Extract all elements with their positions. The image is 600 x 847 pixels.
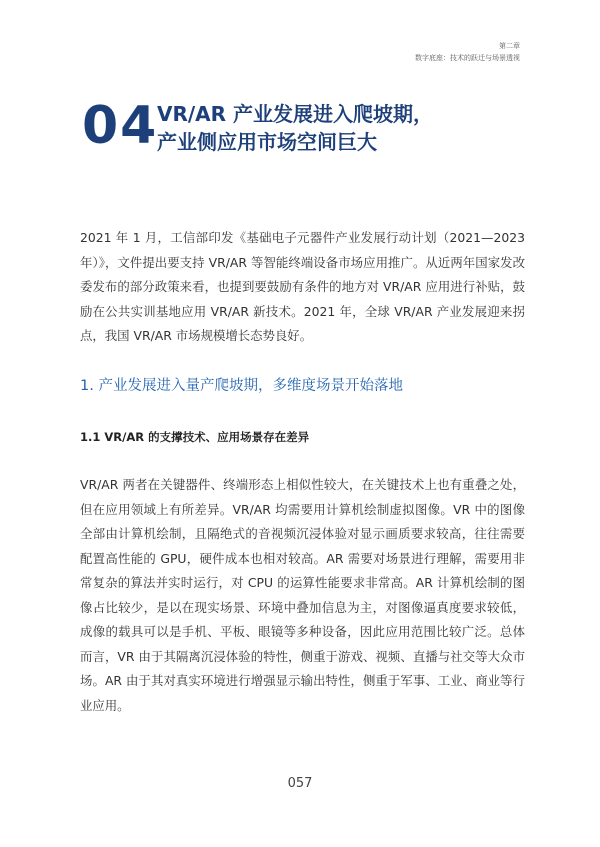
header-subtitle: 数字底座：技术的跃迁与场景透视 xyxy=(415,54,520,62)
header-chapter: 第二章 xyxy=(499,42,520,50)
intro-paragraph: 2021 年 1 月，工信部印发《基础电子元器件产业发展行动计划（2021—2023 年）》，文件提出要支持 VR/AR 等智能终端设备市场应用推广。从近两年国家发改委发布的部分政策来看，也提到要鼓励有条件的地方对 VR/AR 应用进行补贴，鼓励在公共实训基地应用 VR/AR 新技术。2021 年，全球 VR/AR 产业发展迎来拐点，我国 VR/AR 市场规模增长态势良好。 xyxy=(80,230,525,343)
chapter-number: 04 xyxy=(82,96,159,156)
running-header xyxy=(415,40,520,64)
chapter-title-line-1: VR/AR 产业发展进入爬坡期， xyxy=(157,102,434,126)
section-heading: 1. 产业发展进入量产爬坡期，多维度场景开始落地 xyxy=(80,378,403,394)
chapter-title xyxy=(157,100,433,156)
subsection-heading: 1.1 VR/AR 的支撑技术、应用场景存在差异 xyxy=(80,430,310,444)
chapter-title-line-2: 产业侧应用市场空间巨大 xyxy=(157,130,377,154)
page-number: 057 xyxy=(287,776,313,791)
body-paragraph: VR/AR 两者在关键器件、终端形态上相似性较大，在关键技术上也有重叠之处，但在应用领域上有所差异。VR/AR 均需要用计算机绘制虚拟图像。VR 中的图像全部由计算机绘制，且隔绝式的音视频沉浸体验对显示画质要求较高，往往需要配置高性能的 GPU，硬件成本也相对较高。AR 需要对场景进行理解，需要用非常复杂的算法并实时运行，对 CPU 的运算性能要求非常高。AR 计算机绘制的图像占比较少，是以在现实场景、环境中叠加信息为主，对图像逼真度要求较低，成像的载具可以是手机、平板、眼镜等多种设备，因此应用范围比较广泛。总体而言，VR 由于其隔离沉浸体验的特性，侧重于游戏、视频、直播与社交等大众市场。AR 由于其对真实环境进行增强显示输出特性，侧重于军事、工业、商业等行业应用。 xyxy=(80,477,525,713)
